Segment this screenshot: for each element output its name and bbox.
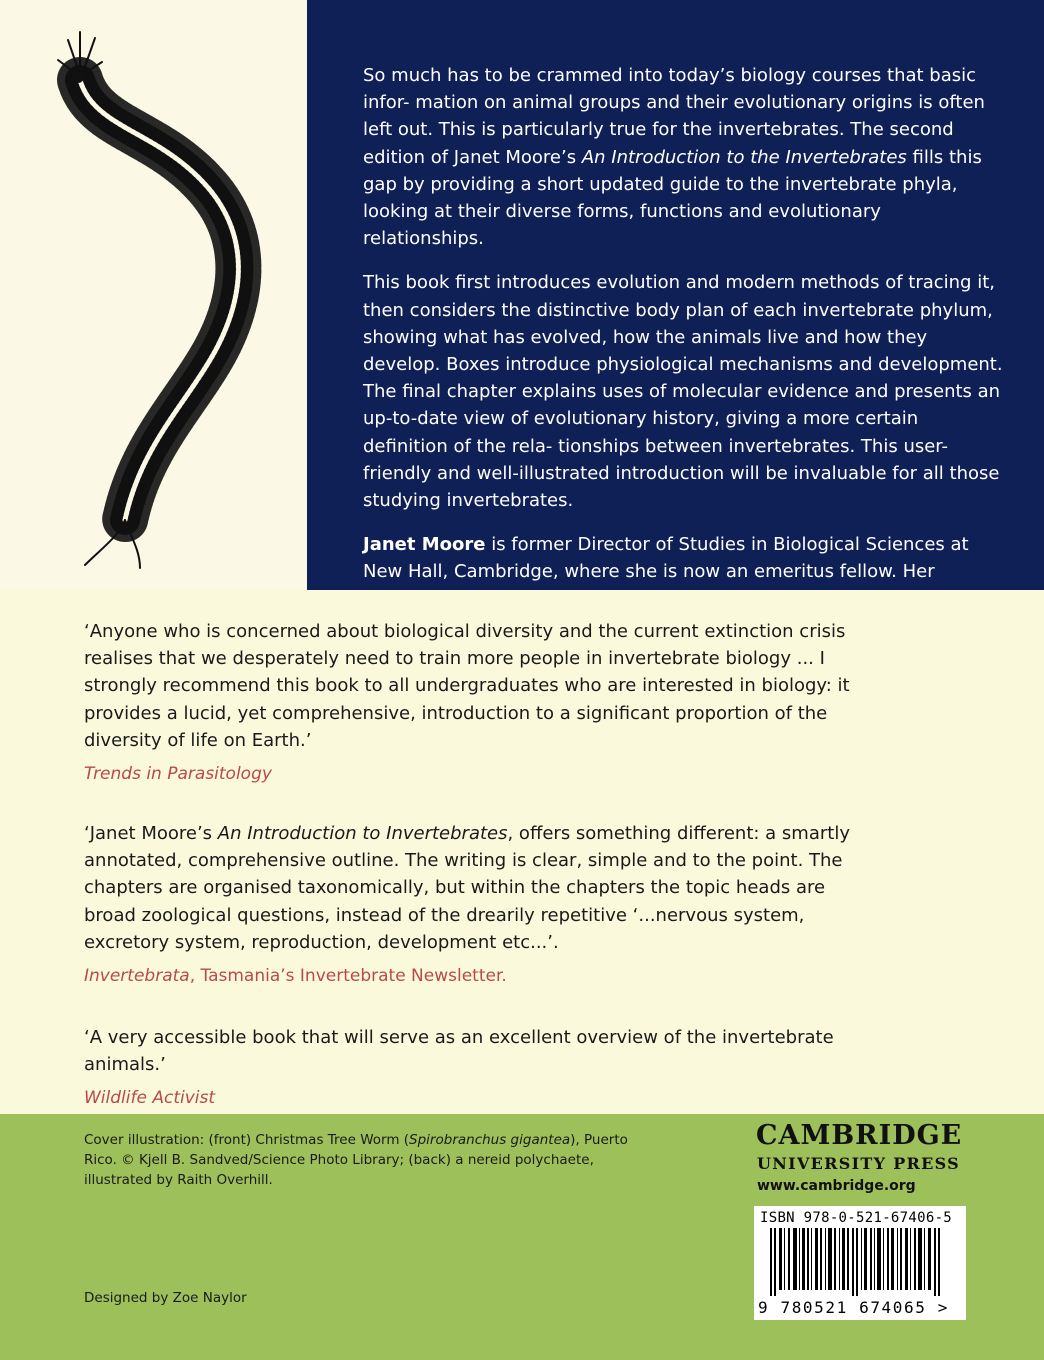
publisher-logo: CAMBRIDGE (756, 1120, 963, 1151)
review-source-2: Invertebrata, Tasmania’s Invertebrate Newsletter. (84, 966, 507, 987)
review-source-1: Trends in Parasitology (84, 764, 272, 785)
barcode (754, 1206, 966, 1320)
review-quote-1: ‘Anyone who is concerned about biological diversity and the current extinction crisis realises that we desperately need to train more people in invertebrate biology ... I strongly recommend this book to all undergraduates who are interested in biology: it provides a lucid, yet comprehensive, introduction to a significant proportion of the diversity of life on Earth.’ (84, 621, 850, 751)
book-description (363, 62, 1003, 630)
publisher-press: UNIVERSITY PRESS (757, 1154, 960, 1173)
description-paragraph-2: This book first introduces evolution and modern methods of tracing it, then considers the distinctive body plan of each invertebrate phylum, showing what has evolved, how the animals live and how they develop. Boxes introduce physiological mechanisms and development. The final chapter explains uses of molecular evidence and presents an up-to-date view of evolutionary history, giving a more certain definition of the rela- tionships between invertebrates. This user-friendly and well-illustrated introduction will be invaluable for all those studying invertebrates. (363, 272, 1003, 512)
author-bio: Janet Moore is former Director of Studies in Biological Sciences at New Hall, Cambridge, where she is now an emeritus fellow. Her (363, 534, 969, 583)
book-title: An Introduction to the Invertebrates (581, 146, 907, 168)
nereid-polychaete-illustration (40, 20, 270, 580)
footer-panel (0, 1114, 1044, 1360)
review-source-3: Wildlife Activist (84, 1088, 216, 1109)
description-paragraph-1: So much has to be crammed into today’s biology courses that basic infor- mation on animal groups and their evolutionary origins is often left out. This is particularly true for the invertebrates. The second edition of Janet Moore’s An Introduction to the Invertebrates fills this gap by providing a short updated guide to the invertebrate phyla, looking at their diverse forms, functions and evolutionary relationships. (363, 65, 985, 250)
isbn-label: ISBN 978-0-521-67406-5 (760, 1210, 953, 1226)
author-name: Janet Moore (363, 534, 486, 556)
review-quote-2: ‘Janet Moore’s An Introduction to Invertebrates, offers something different: a smartly annotated, comprehensive outline. The writing is clear, simple and to the point. The chapters are organised taxonomically, but within the chapters the topic heads are broad zoological questions, instead of the drearily repetitive ‘...nervous system, excretory system, reproduction, development etc...’. (84, 823, 850, 953)
designer-credit: Designed by Zoe Naylor (84, 1290, 247, 1306)
reviews-panel (0, 590, 1044, 1114)
review-quote-3: ‘A very accessible book that will serve as an excellent overview of the invertebrate animals.’ (84, 1027, 834, 1076)
barcode-digits: 9 780521 674065 > (758, 1298, 949, 1317)
publisher-url: www.cambridge.org (757, 1178, 916, 1194)
description-panel (307, 0, 1044, 590)
cover-credits: Cover illustration: (front) Christmas Tree Worm (Spirobranchus gigantea), Puerto Rico. © Kjell B. Sandved/Science Photo Library; (back) a nereid polychaete, illustrated by Raith Overhill. (84, 1132, 628, 1188)
illustration-panel (0, 0, 307, 590)
barcode-bars (758, 1228, 962, 1296)
